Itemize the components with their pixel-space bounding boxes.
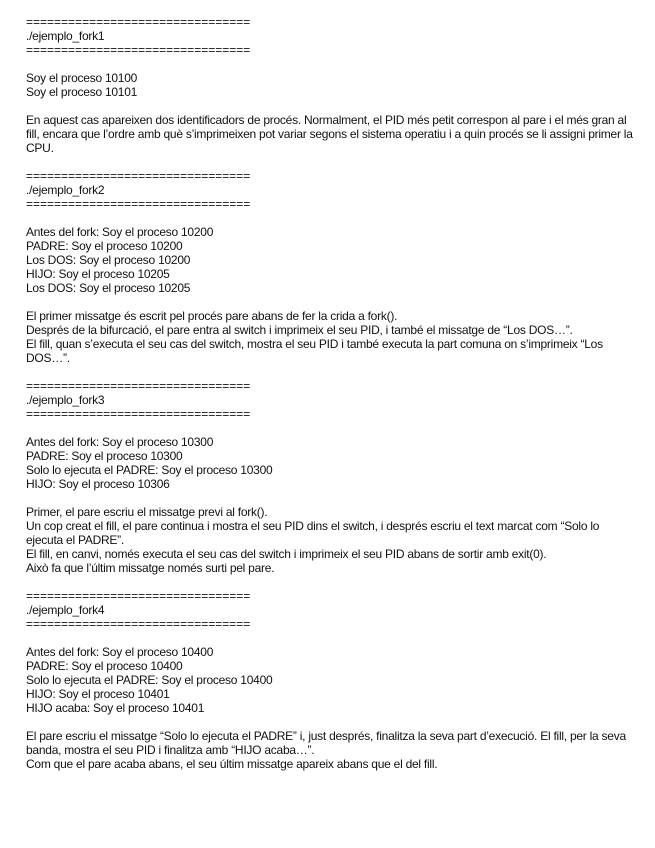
separator-top: ================================ [26, 15, 251, 29]
command-line: ./ejemplo_fork1 [26, 29, 105, 43]
explanation [26, 729, 638, 771]
output-line: Antes del fork: Soy el proceso 10400 [26, 645, 214, 659]
output-line: PADRE: Soy el proceso 10300 [26, 449, 183, 463]
program-output [26, 645, 638, 715]
section-fork3 [26, 379, 638, 575]
program-output [26, 71, 638, 99]
separator-bottom: ================================ [26, 617, 251, 631]
output-line: HIJO: Soy el proceso 10401 [26, 687, 170, 701]
explanation-paragraph: Un cop creat el fill, el pare continua i mostra el seu PID dins el switch, i després escriu el text marcat com “Solo lo ejecuta el PADRE”. [26, 519, 600, 547]
explanation [26, 309, 638, 365]
explanation-paragraph: Primer, el pare escriu el missatge previ al fork(). [26, 505, 268, 519]
output-line: Antes del fork: Soy el proceso 10200 [26, 225, 214, 239]
section-fork2 [26, 169, 638, 365]
separator-top: ================================ [26, 169, 251, 183]
explanation-paragraph: El fill, en canvi, només executa el seu cas del switch i imprimeix el seu PID abans de sortir amb exit(0). [26, 547, 547, 561]
separator-top: ================================ [26, 379, 251, 393]
output-line: Soy el proceso 10101 [26, 85, 138, 99]
separator-bottom: ================================ [26, 407, 251, 421]
document-body [26, 15, 638, 771]
output-line: HIJO: Soy el proceso 10306 [26, 477, 170, 491]
output-line: Solo lo ejecuta el PADRE: Soy el proceso 10300 [26, 463, 273, 477]
output-line: Antes del fork: Soy el proceso 10300 [26, 435, 214, 449]
command-line: ./ejemplo_fork3 [26, 393, 105, 407]
section-fork1 [26, 15, 638, 155]
explanation-paragraph: Després de la bifurcació, el pare entra al switch i imprimeix el seu PID, i també el missatge de “Los DOS…”. [26, 323, 573, 337]
explanation-paragraph: Com que el pare acaba abans, el seu últim missatge apareix abans que el del fill. [26, 757, 438, 771]
program-output [26, 435, 638, 491]
separator-bottom: ================================ [26, 197, 251, 211]
output-line: HIJO: Soy el proceso 10205 [26, 267, 170, 281]
output-line: HIJO acaba: Soy el proceso 10401 [26, 701, 205, 715]
explanation-paragraph: El fill, quan s’executa el seu cas del switch, mostra el seu PID i també executa la part comuna on s’imprimeix “Los DOS…”. [26, 337, 603, 365]
command-line: ./ejemplo_fork2 [26, 183, 105, 197]
output-line: Los DOS: Soy el proceso 10205 [26, 281, 191, 295]
explanation-paragraph: Això fa que l’últim missatge només surti pel pare. [26, 561, 275, 575]
program-output [26, 225, 638, 295]
output-line: Soy el proceso 10100 [26, 71, 138, 85]
explanation-paragraph: El primer missatge és escrit pel procés pare abans de fer la crida a fork(). [26, 309, 398, 323]
command-line: ./ejemplo_fork4 [26, 603, 105, 617]
section-fork4 [26, 589, 638, 771]
separator-bottom: ================================ [26, 43, 251, 57]
explanation-paragraph: El pare escriu el missatge “Solo lo ejecuta el PADRE” i, just després, finalitza la seva part d’execució. El fill, per la seva banda, mostra el seu PID i finalitza amb “HIJO acaba…”. [26, 729, 626, 757]
output-line: Solo lo ejecuta el PADRE: Soy el proceso 10400 [26, 673, 273, 687]
output-line: Los DOS: Soy el proceso 10200 [26, 253, 191, 267]
output-line: PADRE: Soy el proceso 10200 [26, 239, 183, 253]
output-line: PADRE: Soy el proceso 10400 [26, 659, 183, 673]
explanation [26, 113, 638, 155]
explanation [26, 505, 638, 575]
separator-top: ================================ [26, 589, 251, 603]
explanation-paragraph: En aquest cas apareixen dos identificadors de procés. Normalment, el PID més petit correspon al pare i el més gran al fill, encara que l’ordre amb què s’imprimeixen pot variar segons el sistema operatiu i a quin procés se li assigni primer la CPU. [26, 113, 633, 155]
